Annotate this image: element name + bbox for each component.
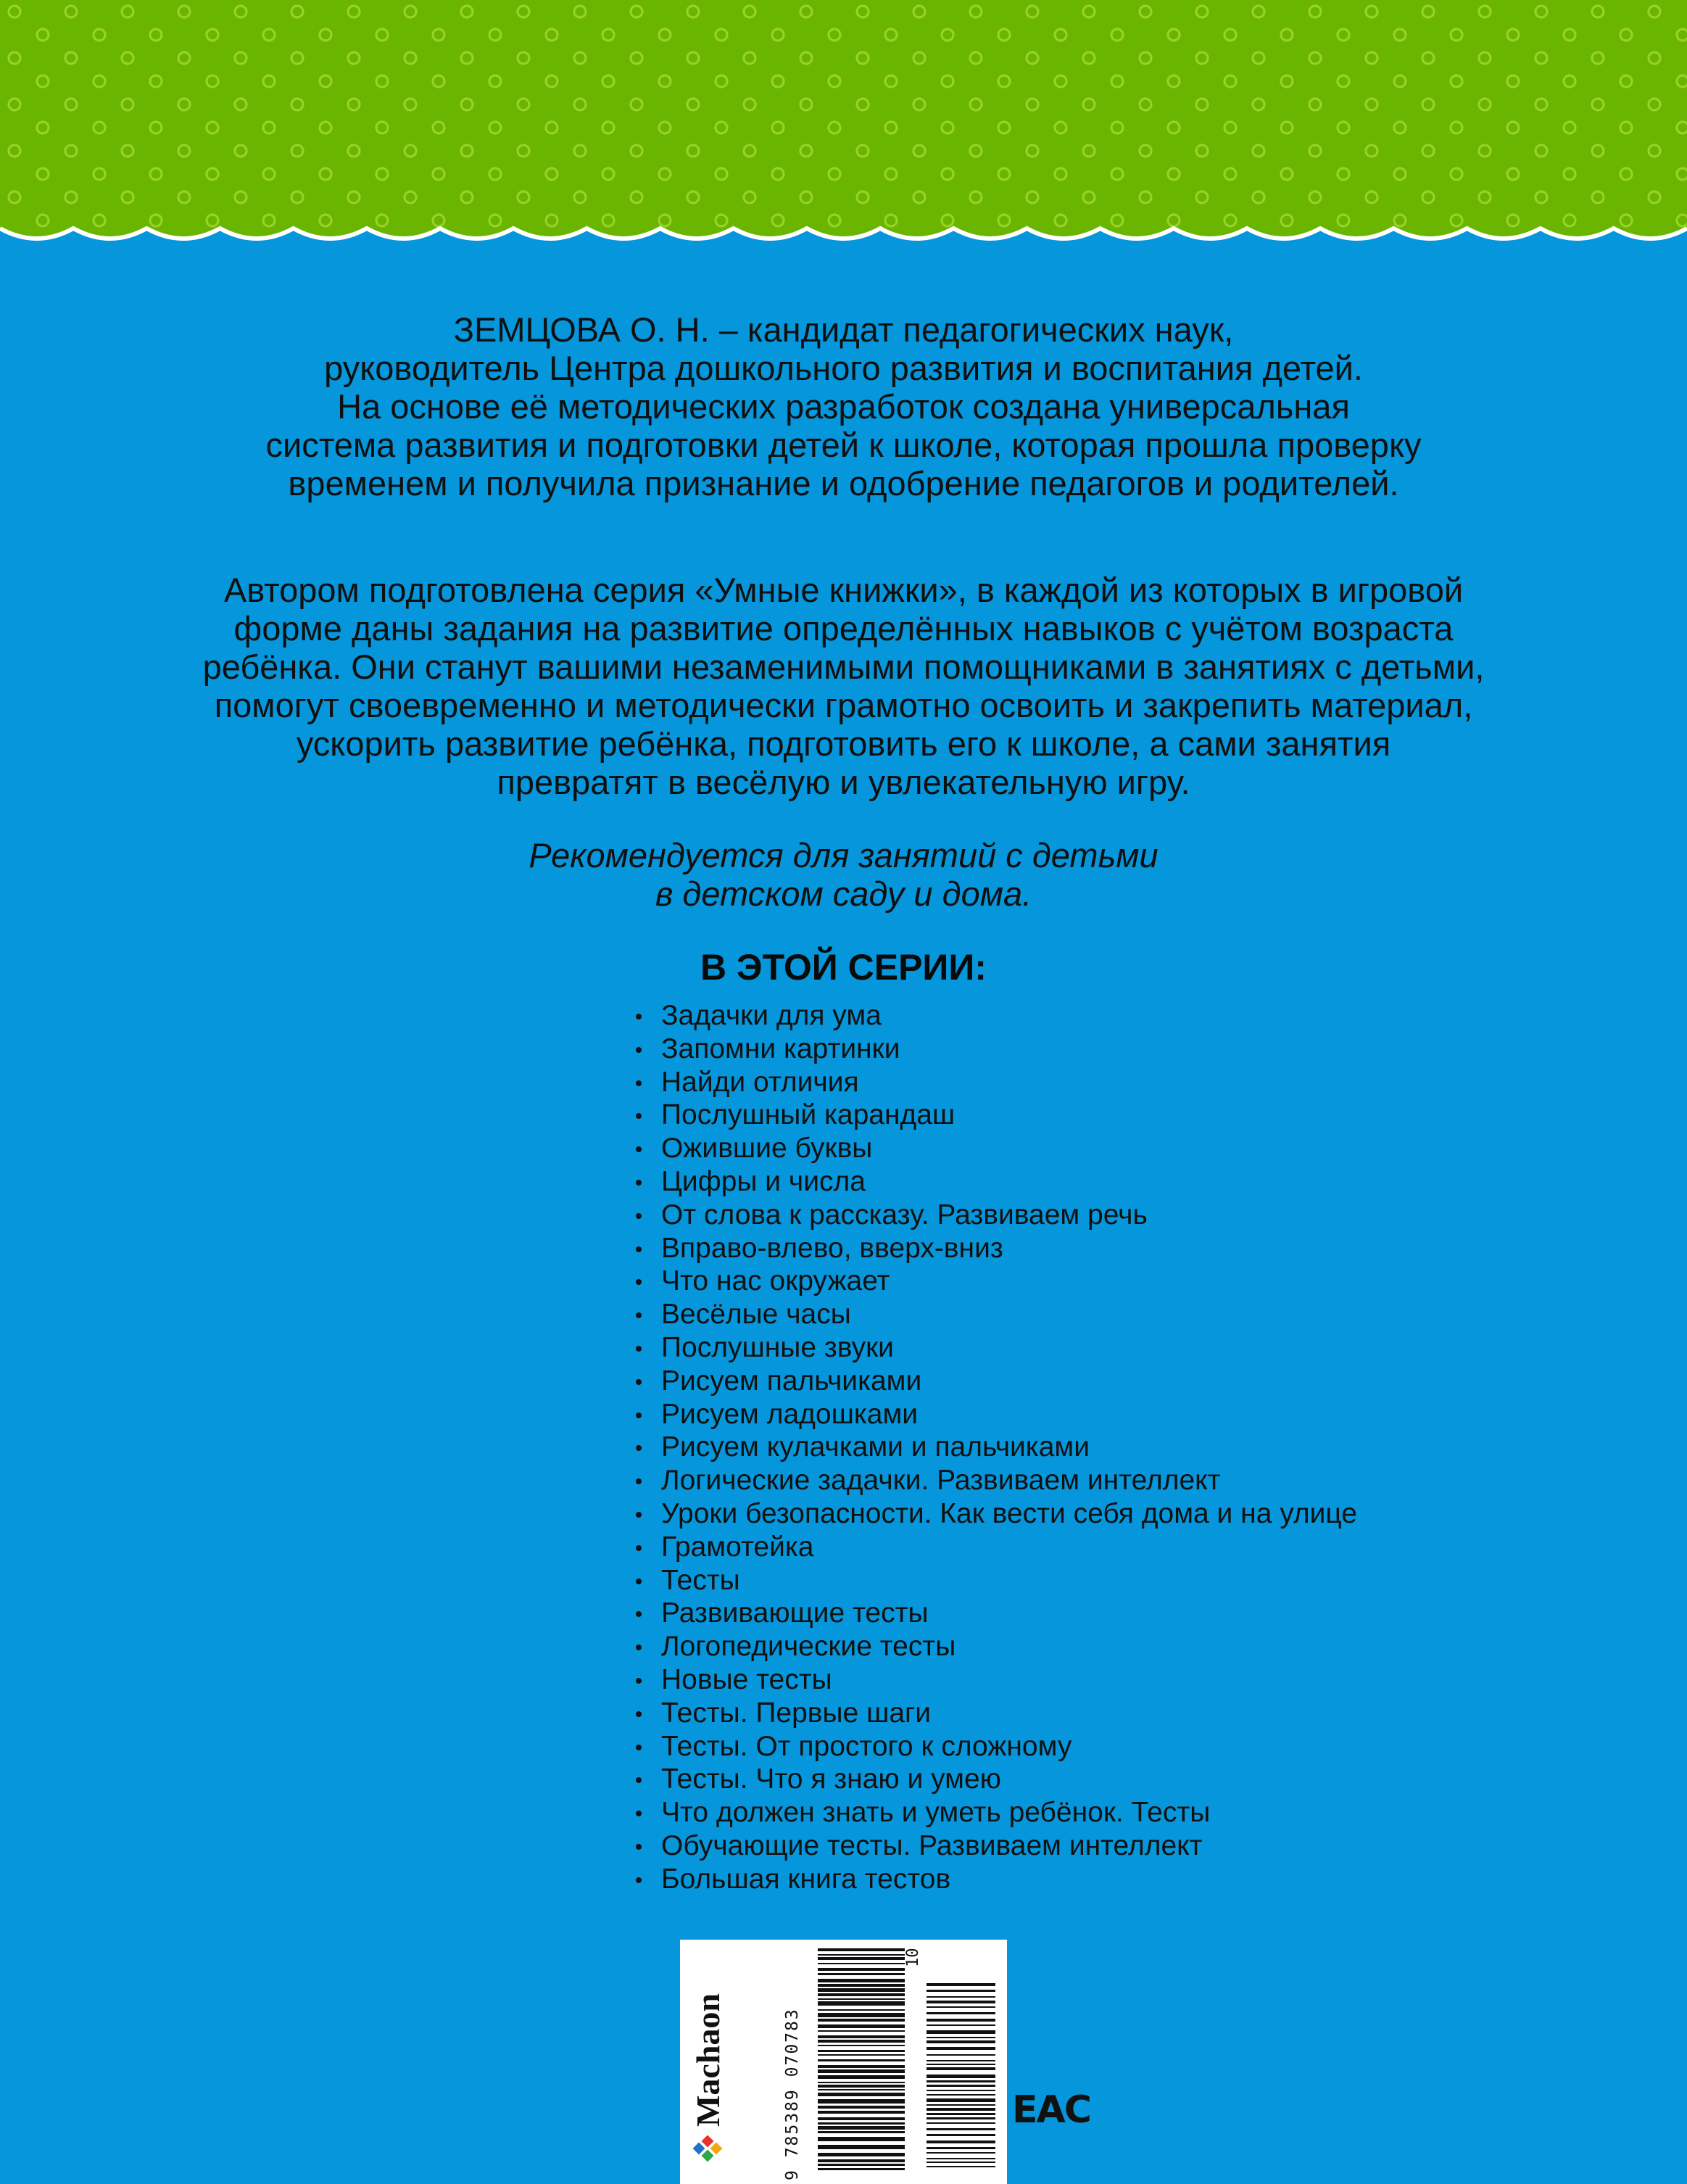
series-list-item: Послушный карандаш [661,1099,1357,1132]
barcode-addon-bar [927,2024,995,2026]
barcode-bar [818,1998,905,2000]
series-list-item: Тесты [661,1564,1357,1597]
barcode-bar [818,2117,905,2120]
barcode-bar [818,2099,905,2104]
barcode-addon-bar [927,2001,995,2003]
series-list-item: Развивающие тесты [661,1597,1357,1630]
barcode-bar [818,2059,905,2061]
series-list [661,999,1357,1896]
barcode-addon-bar [927,2030,995,2034]
barcode-bar [818,1954,905,1956]
series-list-item: Что должен знать и уметь ребёнок. Тесты [661,1796,1357,1829]
barcode-addon-bar [927,2117,995,2119]
barcode-bar [818,2024,905,2028]
barcode-bar [818,2019,905,2022]
barcode-bar [818,1988,905,1992]
barcode-bar [818,1957,905,1960]
barcode-bar [818,2106,905,2109]
series-description [145,571,1542,801]
series-description-line: ускорить развитие ребёнка, подготовить его к школе, а сами занятия [296,724,1391,763]
barcode-bar [818,2111,905,2114]
barcode-bar [818,2089,905,2090]
barcode-addon-bar [927,2047,995,2050]
barcode-bar [818,2030,905,2032]
barcode-bar [818,2045,905,2046]
series-list-item: Цифры и числа [661,1165,1357,1199]
author-bio [145,310,1542,502]
barcode-bar [818,1973,905,1975]
barcode-addon-bar [927,2166,995,2167]
barcode-addon-bar [927,2134,995,2136]
barcode-addon-bar [927,2094,995,2096]
series-list-item: Задачки для ума [661,999,1357,1033]
barcode-addon-bar [927,2098,995,2102]
series-list-item: Тесты. От простого к сложному [661,1730,1357,1763]
series-list-item: Вправо-влево, вверх-вниз [661,1232,1357,1265]
barcode-bar [818,2050,905,2052]
barcode-addon-bar [927,1990,995,1992]
series-list-item: Найди отличия [661,1066,1357,1099]
barcode-bar [818,1984,905,1987]
series-list-item: Логические задачки. Развиваем интеллект [661,1464,1357,1497]
series-list-item: Запомни картинки [661,1033,1357,1066]
series-list-item: Большая книга тестов [661,1863,1357,1896]
publisher-name: Machaon [689,1993,726,2127]
barcode-bar [818,2035,905,2038]
barcode-addon-bar [927,2006,995,2008]
barcode-bar [818,1963,905,1964]
series-list-item: Тесты. Первые шаги [661,1697,1357,1730]
barcode-bar [818,2075,905,2079]
barcode-addon-bar [927,2152,995,2154]
eac-certification-mark [1012,2079,1090,2137]
series-list-item: Логопедические тесты [661,1630,1357,1663]
series-list-item: От слова к рассказу. Развиваем речь [661,1199,1357,1232]
barcode-bar [818,1968,905,1971]
series-description-line: ребёнка. Они станут вашими незаменимыми помощниками в занятиях с детьми, [202,648,1485,686]
barcode-bar [818,2137,905,2141]
series-list-item: Ожившие буквы [661,1132,1357,1165]
barcode-bar [818,2093,905,2096]
barcode-bar [818,2013,905,2017]
barcode-addon-bar [927,2040,995,2043]
barcode-addon: 10 [904,1948,922,1967]
series-list-item: Весёлые часы [661,1298,1357,1331]
barcode-bar [818,2131,905,2133]
series-list-item: Что нас окружает [661,1265,1357,1298]
barcode-bar [818,2001,905,2006]
barcode-bar [818,2065,905,2068]
barcode-addon-bar [927,2090,995,2091]
barcode-addon-bar [927,2075,995,2078]
barcode-bar [818,2145,905,2149]
barcode-box [680,1940,1007,2184]
barcode-addon-bar [927,2147,995,2149]
barcode-addon-bar [927,2080,995,2082]
author-bio-line: На основе её методических разработок создана универсальная [337,387,1350,426]
barcode-addon-bar [927,2158,995,2159]
barcode-addon-bar [927,2108,995,2111]
barcode-bar [818,2069,905,2073]
isbn-barcode [753,1940,1003,2184]
barcode-addon-bar [927,2064,995,2065]
barcode-bar [818,2040,905,2043]
barcode-bar [818,1993,905,1996]
author-bio-line: временем и получила признание и одобрение педагогов и родителей. [288,464,1399,502]
series-list-item: Новые тесты [661,1663,1357,1697]
series-list-item: Грамотейка [661,1531,1357,1564]
barcode-addon-bar [927,2122,995,2124]
series-description-line: превратят в весёлую и увлекательную игру. [497,763,1190,801]
barcode-addon-bar [927,2019,995,2022]
series-list-item: Уроки безопасности. Как вести себя дома и на улице [661,1497,1357,1529]
barcode-addon-bar [927,2067,995,2070]
barcode-addon-bar [927,2113,995,2115]
barcode-bar [818,2126,905,2130]
barcode-addon-bar [927,2140,995,2143]
barcode-addon-bar [927,2162,995,2163]
recommendation [145,836,1542,913]
author-bio-line: руководитель Центра дошкольного развития и воспитания детей. [324,349,1363,387]
series-list-item: Рисуем пальчиками [661,1365,1357,1398]
barcode-bar [818,2159,905,2162]
series-list-item: Рисуем ладошками [661,1398,1357,1431]
barcode-bar [818,2122,905,2125]
series-list-item: Рисуем кулачками и пальчиками [661,1431,1357,1464]
barcode-bar [818,2082,905,2083]
barcode-bar [818,2153,905,2156]
author-bio-line: ЗЕМЦОВА О. Н. – кандидат педагогических наук, [453,310,1234,349]
barcode-addon-bar [927,2054,995,2056]
series-list-item: Послушные звуки [661,1331,1357,1365]
barcode-addon-bar [927,2037,995,2038]
series-description-line: помогут своевременно и методически грамотно освоить и закрепить материал, [214,686,1473,724]
barcode-addon-bar [927,2128,995,2130]
barcode-addon-bar [927,1996,995,1998]
isbn-digits: 9 785389 070783 [783,2008,802,2180]
series-description-line: форме даны задания на развитие определённых навыков с учётом возраста [233,609,1454,648]
eac-text: EAC [1012,2088,1090,2132]
recommendation-line: в детском саду и дома. [655,874,1032,913]
barcode-bar [818,2168,905,2170]
series-heading: В ЭТОЙ СЕРИИ: [700,947,987,988]
top-dotted-wave-band [0,0,1687,276]
barcode-addon-bar [927,2085,995,2087]
barcode-bar [818,2009,905,2011]
barcode-bar [818,1979,905,1982]
author-bio-line: система развития и подготовки детей к школе, которая прошла проверку [265,426,1422,464]
publisher-logo [680,1940,745,2184]
series-description-line: Автором подготовлена серия «Умные книжки», в каждой из которых в игровой [223,571,1464,609]
barcode-addon-bar [927,2104,995,2106]
series-list-item: Тесты. Что я знаю и умею [661,1763,1357,1796]
barcode-addon-bar [927,1983,995,1986]
barcode-bar [818,2054,905,2056]
barcode-addon-bar [927,2060,995,2061]
barcode-bar [818,2085,905,2088]
recommendation-line: Рекомендуется для занятий с детьми [529,836,1158,874]
barcode-bar [818,2164,905,2166]
barcode-bar [818,1948,905,1951]
series-list-item: Обучающие тесты. Развиваем интеллект [661,1829,1357,1863]
barcode-addon-bar [927,2012,995,2014]
